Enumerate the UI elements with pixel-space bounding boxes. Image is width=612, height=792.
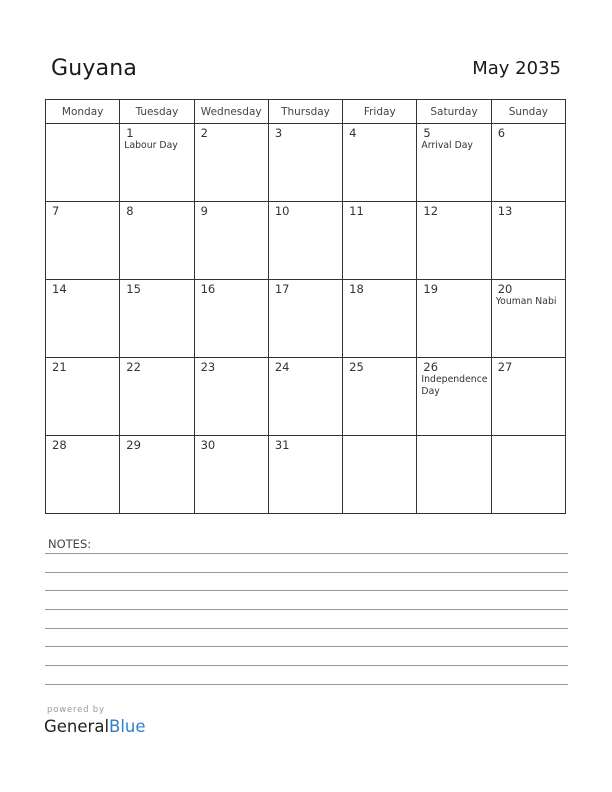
day-number: 28 [52,438,67,452]
day-cell [417,280,491,358]
day-number: 9 [200,204,208,218]
day-cell [417,124,491,202]
calendar-grid [45,99,566,514]
day-number: 6 [497,126,506,140]
day-cell [417,202,491,280]
day-number: 20 [497,282,513,296]
day-cell [194,358,268,436]
day-number: 30 [200,438,216,452]
day-cell [194,280,268,358]
note-line [45,665,568,666]
note-line [45,553,568,554]
day-cell [120,358,194,436]
holiday-label: Arrival Day [421,140,473,151]
day-number: 13 [497,204,513,218]
calendar-week-row [46,436,566,514]
day-number: 8 [126,204,134,218]
day-number: 2 [200,126,208,140]
note-line [45,590,568,591]
weekday-monday: Monday [46,100,120,124]
day-cell [120,124,194,202]
day-cell [120,436,194,514]
day-number: 21 [52,360,67,374]
weekday-thursday: Thursday [268,100,342,124]
day-cell [46,436,120,514]
day-number: 14 [52,282,67,296]
day-number: 31 [274,438,290,452]
day-number: 4 [349,126,357,140]
day-number: 3 [274,126,283,140]
weekday-sunday: Sunday [491,100,565,124]
note-line [45,684,568,685]
day-cell [268,358,342,436]
day-cell [343,280,417,358]
day-number: 15 [126,282,141,296]
calendar-week-row [46,202,566,280]
note-line [45,609,568,610]
day-number: 17 [274,282,290,296]
weekday-header-row [46,100,566,124]
day-cell [268,202,342,280]
weekday-friday: Friday [343,100,417,124]
day-cell [46,358,120,436]
day-number: 11 [349,204,364,218]
day-number: 7 [52,204,60,218]
calendar-week-row [46,124,566,202]
day-number: 19 [423,282,439,296]
day-number: 24 [274,360,290,374]
day-cell [491,202,565,280]
empty-day-cell [343,436,417,514]
day-cell [491,124,565,202]
day-cell [343,358,417,436]
day-cell [491,280,565,358]
day-number: 23 [200,360,216,374]
day-cell [417,358,491,436]
brand-logo-blue: Blue [109,717,146,736]
notes-label: NOTES: [48,537,92,551]
day-cell [120,202,194,280]
day-number: 22 [126,360,141,374]
day-number: 10 [274,204,290,218]
day-number: 16 [200,282,216,296]
day-number: 18 [349,282,364,296]
day-cell [343,124,417,202]
note-line [45,646,568,647]
day-number: 12 [423,204,439,218]
day-number: 26 [423,360,439,374]
day-number: 27 [497,360,513,374]
day-cell [120,280,194,358]
weekday-wednesday: Wednesday [194,100,268,124]
empty-day-cell [417,436,491,514]
empty-day-cell [491,436,565,514]
day-cell [268,280,342,358]
calendar-week-row [46,358,566,436]
day-cell [268,436,342,514]
day-cell [46,280,120,358]
day-cell [194,202,268,280]
note-line [45,628,568,629]
country-title: Guyana [51,56,138,81]
month-year-title: May 2035 [472,58,561,79]
calendar-body [46,124,566,514]
note-line [45,572,568,573]
empty-day-cell [46,124,120,202]
holiday-label: Youman Nabi [495,296,557,307]
powered-by-text: powered by [47,705,105,715]
calendar-week-row [46,280,566,358]
holiday-label: Independence Day [421,374,488,397]
brand-logo-general: General [44,717,110,736]
weekday-tuesday: Tuesday [120,100,194,124]
day-cell [491,358,565,436]
day-cell [194,436,268,514]
day-cell [343,202,417,280]
day-number: 5 [423,126,431,140]
day-cell [194,124,268,202]
brand-logo[interactable] [44,717,146,737]
day-number: 25 [349,360,364,374]
weekday-saturday: Saturday [417,100,491,124]
day-cell [268,124,342,202]
day-cell [46,202,120,280]
day-number: 1 [126,126,134,140]
holiday-label: Labour Day [124,140,178,151]
day-number: 29 [126,438,141,452]
